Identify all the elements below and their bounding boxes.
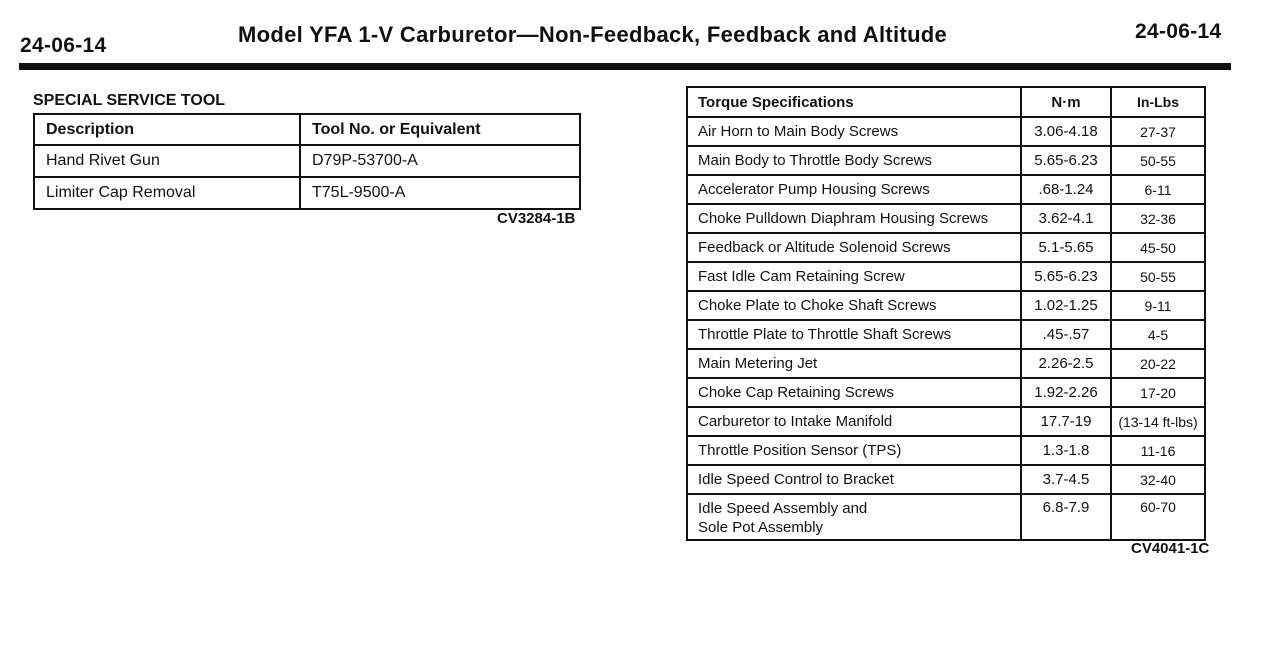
spec-in-lbs: 4-5	[1111, 320, 1205, 349]
table-row	[687, 204, 1205, 233]
spec-in-lbs: 32-40	[1111, 465, 1205, 494]
spec-nm: 1.3-1.8	[1021, 436, 1111, 465]
spec-description-line-2: Sole Pot Assembly	[698, 519, 824, 536]
torque-specifications-table	[686, 86, 1206, 541]
column-header-tool-no: Tool No. or Equivalent	[300, 114, 580, 145]
tool-description: Hand Rivet Gun	[34, 145, 300, 177]
spec-description: Throttle Position Sensor (TPS)	[687, 436, 1021, 465]
spec-description: Accelerator Pump Housing Screws	[687, 175, 1021, 204]
page-title: Model YFA 1-V Carburetor—Non-Feedback, Feedback and Altitude	[238, 22, 948, 47]
spec-in-lbs: 32-36	[1111, 204, 1205, 233]
header-rule	[19, 63, 1231, 70]
table-row	[687, 320, 1205, 349]
table-row	[687, 378, 1205, 407]
column-header-in-lbs: In-Lbs	[1111, 87, 1205, 117]
column-header-description: Description	[34, 114, 300, 145]
spec-in-lbs: 20-22	[1111, 349, 1205, 378]
spec-description: Main Body to Throttle Body Screws	[687, 146, 1021, 175]
spec-nm: 17.7-19	[1021, 407, 1111, 436]
tool-description: Limiter Cap Removal	[34, 177, 300, 209]
table-row	[34, 177, 580, 209]
spec-description	[687, 494, 1021, 540]
table-row	[687, 494, 1205, 540]
spec-in-lbs: 27-37	[1111, 117, 1205, 146]
spec-description: Main Metering Jet	[687, 349, 1021, 378]
spec-nm: 3.62-4.1	[1021, 204, 1111, 233]
table-row	[687, 465, 1205, 494]
spec-description-line-1: Idle Speed Assembly and	[698, 500, 868, 517]
spec-in-lbs: 50-55	[1111, 146, 1205, 175]
special-service-tool-heading: SPECIAL SERVICE TOOL	[33, 92, 226, 109]
spec-description: Choke Pulldown Diaphram Housing Screws	[687, 204, 1021, 233]
spec-description: Choke Cap Retaining Screws	[687, 378, 1021, 407]
table-row	[687, 407, 1205, 436]
spec-in-lbs: 11-16	[1111, 436, 1205, 465]
column-header-torque-specifications: Torque Specifications	[687, 87, 1021, 117]
spec-nm: .45-.57	[1021, 320, 1111, 349]
tool-number: D79P-53700-A	[300, 145, 580, 177]
spec-description: Throttle Plate to Throttle Shaft Screws	[687, 320, 1021, 349]
page-number-right: 24-06-14	[1135, 20, 1222, 43]
table-row	[687, 349, 1205, 378]
spec-in-lbs: 50-55	[1111, 262, 1205, 291]
table-row	[687, 175, 1205, 204]
spec-description: Carburetor to Intake Manifold	[687, 407, 1021, 436]
table-header-row	[34, 114, 580, 145]
spec-nm: 5.65-6.23	[1021, 146, 1111, 175]
torque-specifications-ref: CV4041-1C	[1131, 540, 1210, 557]
table-row	[34, 145, 580, 177]
spec-nm: 3.7-4.5	[1021, 465, 1111, 494]
spec-in-lbs: 60-70	[1111, 494, 1205, 540]
table-row	[687, 117, 1205, 146]
spec-in-lbs: 6-11	[1111, 175, 1205, 204]
column-header-nm: N·m	[1021, 87, 1111, 117]
table-row	[687, 146, 1205, 175]
spec-nm: 5.1-5.65	[1021, 233, 1111, 262]
special-service-tool-ref: CV3284-1B	[497, 210, 576, 227]
spec-nm: 1.92-2.26	[1021, 378, 1111, 407]
spec-description: Idle Speed Control to Bracket	[687, 465, 1021, 494]
spec-description: Fast Idle Cam Retaining Screw	[687, 262, 1021, 291]
spec-nm: .68-1.24	[1021, 175, 1111, 204]
spec-description: Air Horn to Main Body Screws	[687, 117, 1021, 146]
spec-description: Choke Plate to Choke Shaft Screws	[687, 291, 1021, 320]
special-service-tool-table	[33, 113, 581, 210]
spec-nm: 3.06-4.18	[1021, 117, 1111, 146]
table-row	[687, 436, 1205, 465]
page-number-left: 24-06-14	[20, 34, 107, 57]
spec-nm: 2.26-2.5	[1021, 349, 1111, 378]
tool-number: T75L-9500-A	[300, 177, 580, 209]
spec-in-lbs: 17-20	[1111, 378, 1205, 407]
spec-nm: 5.65-6.23	[1021, 262, 1111, 291]
spec-in-lbs: (13-14 ft-lbs)	[1111, 407, 1205, 436]
spec-description: Feedback or Altitude Solenoid Screws	[687, 233, 1021, 262]
table-row	[687, 262, 1205, 291]
table-row	[687, 233, 1205, 262]
table-row	[687, 291, 1205, 320]
spec-nm: 1.02-1.25	[1021, 291, 1111, 320]
table-header-row	[687, 87, 1205, 117]
spec-nm: 6.8-7.9	[1021, 494, 1111, 540]
spec-in-lbs: 9-11	[1111, 291, 1205, 320]
spec-in-lbs: 45-50	[1111, 233, 1205, 262]
